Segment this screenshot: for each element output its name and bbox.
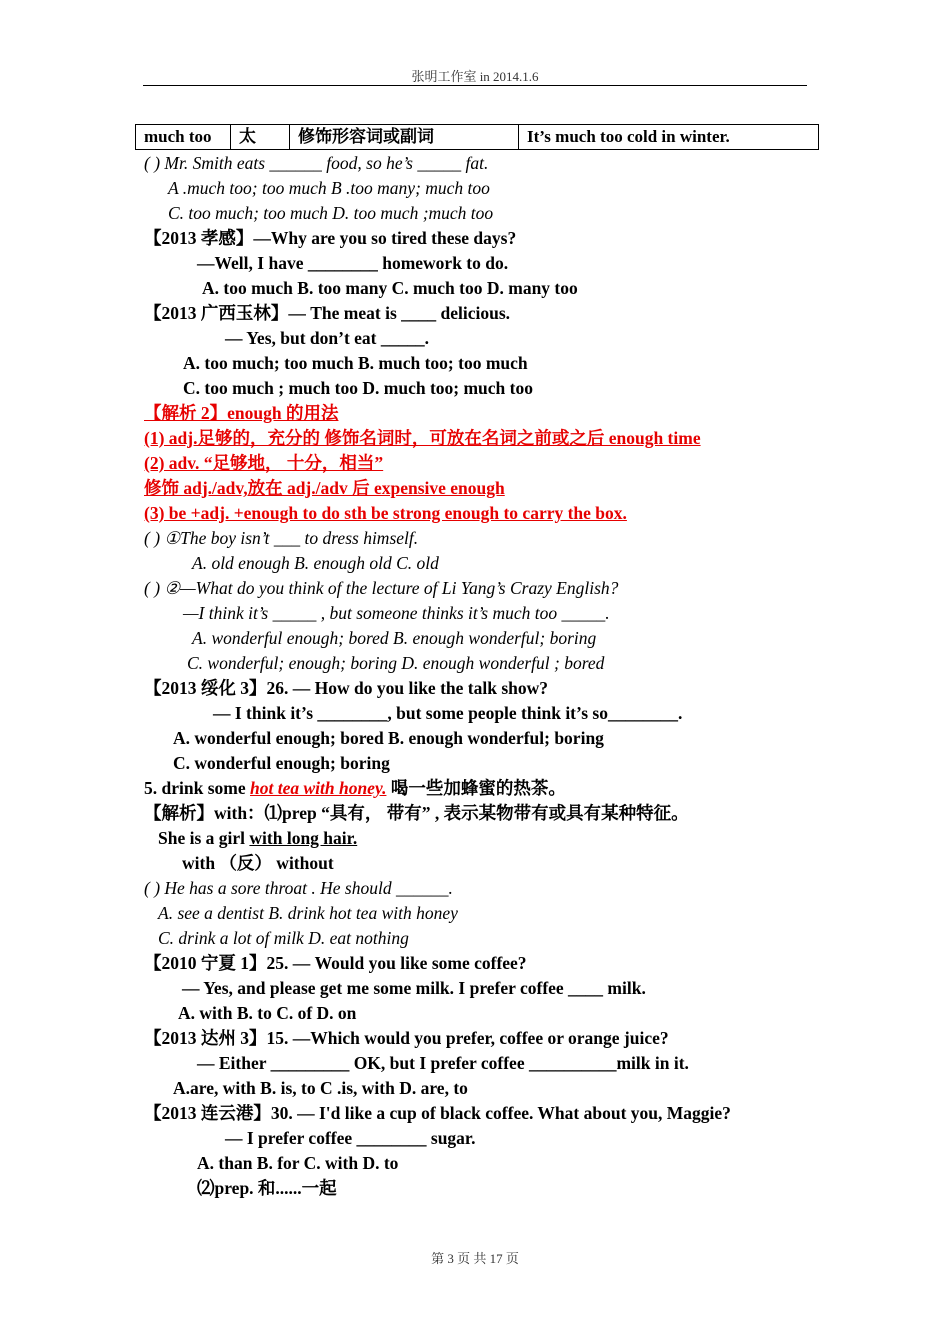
phrase-highlight: hot tea with honey. [249, 778, 387, 798]
option-line: C. too much; too much D. too much ;much too [168, 203, 494, 223]
analysis-line: (3) be +adj. +enough to do sth be strong enough to carry the box. [144, 503, 627, 523]
exam-question: 【2013 孝感】—Why are you so tired these days? [144, 228, 517, 248]
option-line: A. too much B. too many C. much too D. many too [202, 278, 578, 298]
table-cell: 太 [231, 125, 290, 150]
exam-line: — Either _________ OK, but I prefer coffee __________milk in it. [197, 1053, 689, 1073]
option-line: C. wonderful; enough; boring D. enough wonderful ; bored [187, 653, 605, 673]
option-line: A. too much; too much B. much too; too much [183, 353, 528, 373]
option-line: A.are, with B. is, to C .is, with D. are, to [173, 1078, 468, 1098]
option-line: A. see a dentist B. drink hot tea with honey [158, 903, 458, 923]
exam-line: — Yes, and please get me some milk. I prefer coffee ____ milk. [182, 978, 646, 998]
question-line: ( ) ②—What do you think of the lecture of Li Yang’s Crazy English? [144, 578, 619, 598]
question-line: —I think it’s _____ , but someone thinks it’s much too _____. [183, 603, 610, 623]
option-line: A .much too; too much B .too many; much too [168, 178, 490, 198]
antonym-line: with （反） without [182, 853, 334, 873]
usage-line: ⑵prep. 和......一起 [197, 1178, 337, 1198]
option-line: C. drink a lot of milk D. eat nothing [158, 928, 409, 948]
analysis-heading: 【解析 2】enough 的用法 [144, 403, 339, 423]
analysis-line: (2) adv. “足够地， 十分，相当” [144, 453, 384, 473]
table-cell: It’s much too cold in winter. [519, 125, 819, 150]
analysis-line: 【解析】with：⑴prep “具有， 带有” , 表示某物带有或具有某种特征。 [144, 803, 689, 823]
vocab-table [135, 124, 819, 150]
question-line: ( ) ①The boy isn’t ___ to dress himself. [144, 528, 419, 548]
phrase-suffix: 喝一些加蜂蜜的热茶。 [386, 778, 566, 798]
option-line: A. wonderful enough; bored B. enough wonderful; boring [192, 628, 597, 648]
table-row [136, 125, 819, 150]
question-line: ( ) He has a sore throat . He should ______. [144, 878, 453, 898]
option-line: A. with B. to C. of D. on [178, 1003, 357, 1023]
exam-line: — I think it’s ________, but some people think it’s so________. [213, 703, 683, 723]
option-line: A. than B. for C. with D. to [197, 1153, 399, 1173]
question-line: ( ) Mr. Smith eats ______ food, so he’s _____ fat. [144, 153, 489, 173]
phrase-line [144, 776, 566, 801]
analysis-line: (1) adj.足够的，充分的 修饰名词时，可放在名词之前或之后 enough time [144, 428, 701, 448]
exam-question: 【2013 达州 3】15. —Which would you prefer, coffee or orange juice? [144, 1028, 669, 1048]
phrase-prefix: 5. drink some [144, 778, 250, 798]
exam-question: 【2013 连云港】30. — I'd like a cup of black coffee. What about you, Maggie? [144, 1103, 731, 1123]
table-cell: much too [136, 125, 231, 150]
exam-question: 【2010 宁夏 1】25. — Would you like some coffee? [144, 953, 527, 973]
header-rule [143, 85, 807, 86]
table-cell: 修饰形容词或副词 [290, 125, 519, 150]
option-line: C. wonderful enough; boring [173, 753, 390, 773]
option-line: A. wonderful enough; bored B. enough wonderful; boring [173, 728, 604, 748]
page-header: 张明工作室 in 2014.1.6 [411, 69, 539, 84]
analysis-line: 修饰 adj./adv,放在 adj./adv 后 expensive enough [144, 478, 505, 498]
exam-line: — I prefer coffee ________ sugar. [225, 1128, 476, 1148]
option-line: A. old enough B. enough old C. old [192, 553, 439, 573]
example-line [158, 826, 357, 851]
example-underlined: with long hair. [249, 828, 358, 848]
page-footer: 第 3 页 共 17 页 [431, 1251, 519, 1266]
exam-line: — Yes, but don’t eat _____. [225, 328, 430, 348]
exam-line: —Well, I have ________ homework to do. [197, 253, 509, 273]
option-line: C. too much ; much too D. much too; much too [183, 378, 533, 398]
exam-question: 【2013 广西玉林】— The meat is ____ delicious. [144, 303, 511, 323]
example-prefix: She is a girl [158, 828, 250, 848]
exam-question: 【2013 绥化 3】26. — How do you like the talk show? [144, 678, 548, 698]
